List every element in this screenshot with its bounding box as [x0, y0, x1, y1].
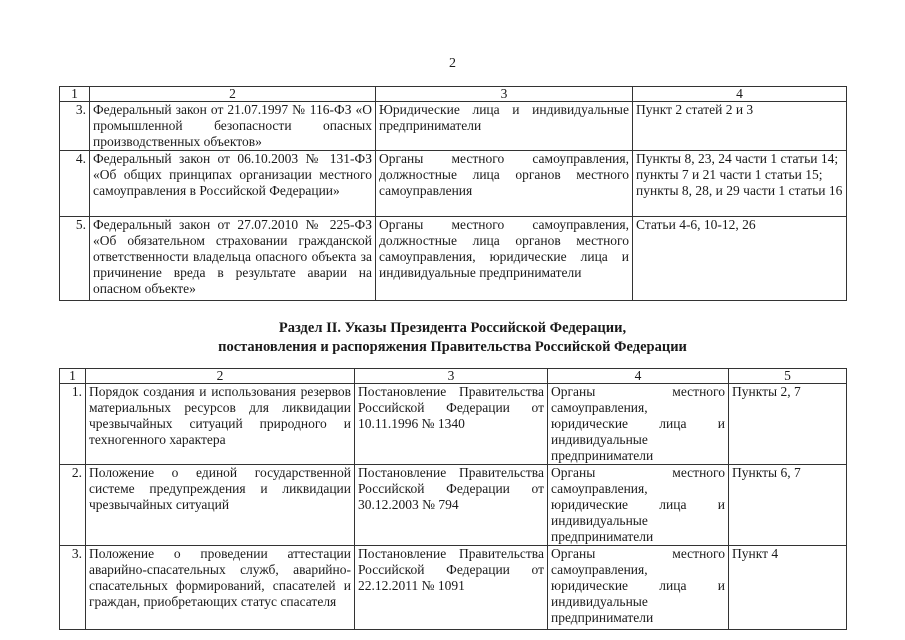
provisions-cell: Пункт 4 — [729, 546, 847, 630]
page-number: 2 — [449, 56, 456, 71]
subjects-cell: Органы местного самоуправления, юридические лица и индивидуальные предприниматели — [548, 546, 729, 630]
act-cell: Федеральный закон от 27.07.2010 № 225-ФЗ «Об обязательном страховании гражданской ответственности владельца опасного объекта за причинение вреда в результате аварии на опасном объекте» — [90, 217, 376, 301]
subjects-cell: Органы местного самоуправления, должностные лица органов местного самоуправления, юридические лица и индивидуальные предприниматели — [376, 217, 633, 301]
table-federal-laws — [59, 86, 847, 301]
subjects-cell: Органы местного самоуправления, должностные лица органов местного самоуправления — [376, 151, 633, 217]
column-header: 4 — [633, 87, 847, 102]
provisions-cell: Пункт 2 статей 2 и 3 — [633, 102, 847, 151]
row-number: 1. — [60, 384, 86, 465]
table-row — [60, 546, 847, 630]
row-number: 3. — [60, 102, 90, 151]
act-cell: Федеральный закон от 21.07.1997 № 116-ФЗ «О промышленной безопасности опасных производственных объектов» — [90, 102, 376, 151]
table-header-row — [60, 369, 847, 384]
table-row — [60, 151, 847, 217]
table-header-row — [60, 87, 847, 102]
provisions-cell: Пункты 6, 7 — [729, 465, 847, 546]
column-header: 2 — [90, 87, 376, 102]
column-header: 1 — [60, 87, 90, 102]
table-row — [60, 102, 847, 151]
column-header: 3 — [355, 369, 548, 384]
row-number: 5. — [60, 217, 90, 301]
section-title-line-2: постановления и распоряжения Правительства Российской Федерации — [218, 339, 687, 355]
row-number: 2. — [60, 465, 86, 546]
name-cell: Положение о проведении аттестации аварийно-спасательных служб, аварийно-спасательных формирований, спасателей и граждан, приобретающих статус спасателя — [86, 546, 355, 630]
column-header: 2 — [86, 369, 355, 384]
column-header: 3 — [376, 87, 633, 102]
subjects-cell: Органы местного самоуправления, юридические лица и индивидуальные предприниматели — [548, 465, 729, 546]
section-title — [0, 319, 905, 357]
row-number: 3. — [60, 546, 86, 630]
table-row — [60, 384, 847, 465]
table-row — [60, 217, 847, 301]
table-row — [60, 465, 847, 546]
provisions-cell: Статьи 4-6, 10-12, 26 — [633, 217, 847, 301]
act-cell: Федеральный закон от 06.10.2003 № 131-ФЗ «Об общих принципах организации местного самоуправления в Российской Федерации» — [90, 151, 376, 217]
column-header: 4 — [548, 369, 729, 384]
act-cell: Постановление Правительства Российской Федерации от 10.11.1996 № 1340 — [355, 384, 548, 465]
act-cell: Постановление Правительства Российской Федерации от 30.12.2003 № 794 — [355, 465, 548, 546]
provisions-cell: Пункты 2, 7 — [729, 384, 847, 465]
row-number: 4. — [60, 151, 90, 217]
name-cell: Порядок создания и использования резервов материальных ресурсов для ликвидации чрезвычайных ситуаций природного и техногенного характера — [86, 384, 355, 465]
section-title-line-1: Раздел II. Указы Президента Российской Федерации, — [278, 320, 627, 336]
column-header: 5 — [729, 369, 847, 384]
column-header: 1 — [60, 369, 86, 384]
subjects-cell: Органы местного самоуправления, юридические лица и индивидуальные предприниматели — [548, 384, 729, 465]
subjects-cell: Юридические лица и индивидуальные предприниматели — [376, 102, 633, 151]
table-government-acts — [59, 368, 847, 630]
act-cell: Постановление Правительства Российской Федерации от 22.12.2011 № 1091 — [355, 546, 548, 630]
provisions-cell: Пункты 8, 23, 24 части 1 статьи 14; пункты 7 и 21 части 1 статьи 15; пункты 8, 28, и 29 части 1 статьи 16 — [633, 151, 847, 217]
name-cell: Положение о единой государственной системе предупреждения и ликвидации чрезвычайных ситуаций — [86, 465, 355, 546]
